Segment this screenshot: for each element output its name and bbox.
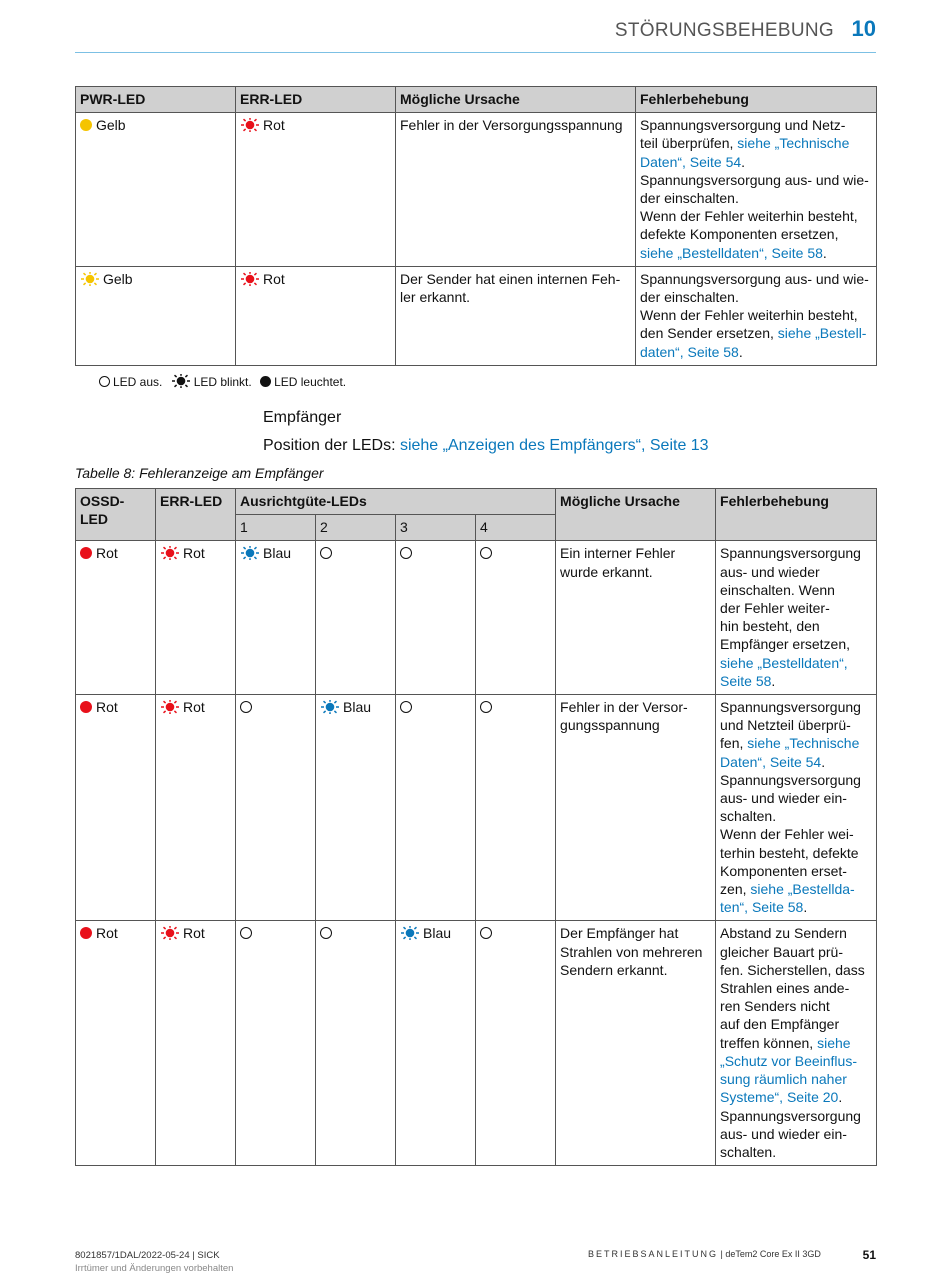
- cell-text: Spannungsversorgung aus- und wie-: [640, 171, 869, 188]
- cell-text: Der Empfänger hat: [560, 925, 679, 942]
- cell-text: defekte Komponenten ersetzen,: [640, 226, 839, 243]
- alignment-led-cell-4: [476, 695, 556, 921]
- cell-text: aus- und wieder: [720, 563, 820, 580]
- chapter-number: 10: [851, 16, 876, 41]
- fix-cell: [716, 921, 877, 1166]
- table-header-row: [76, 87, 877, 113]
- err-led-cell: [156, 921, 236, 1166]
- column-header-pwr-led: PWR-LED: [76, 87, 236, 113]
- table-row: [76, 921, 877, 1166]
- footer-manual-info: [588, 1249, 821, 1259]
- cell-text: .: [771, 672, 776, 689]
- cell-text: Spannungsversorgung aus- und wie-: [640, 270, 869, 287]
- cell-text: gleicher Bauart prü-: [720, 943, 843, 960]
- led-off-icon: [320, 547, 332, 559]
- cell-text: auf den Empfänger: [720, 1016, 840, 1033]
- cell-text: aus- und wieder ein-: [720, 1125, 847, 1142]
- cross-reference-link[interactable]: siehe „Bestelldaten“,: [720, 654, 848, 671]
- led-blink-red-icon: [160, 700, 180, 714]
- alignment-led-cell-2: [316, 695, 396, 921]
- led-label: Rot: [96, 925, 118, 942]
- cell-text: Wenn der Fehler wei-: [720, 826, 854, 843]
- alignment-led-cell-1: [236, 921, 316, 1166]
- led-blink-red-icon: [240, 118, 260, 132]
- cell-text: Strahlen von mehreren: [560, 943, 703, 960]
- alignment-led-cell-1: [236, 541, 316, 695]
- column-header-align-2: 2: [316, 515, 396, 541]
- led-blink-blue-icon: [400, 926, 420, 940]
- cause-cell: [556, 541, 716, 695]
- legend-blink-label: LED blinkt.: [193, 375, 252, 389]
- footer-manual-label: BETRIEBSANLEITUNG: [588, 1249, 719, 1259]
- column-header-fix: Fehlerbehebung: [636, 87, 877, 113]
- led-off-icon: [320, 927, 332, 939]
- cell-text: zen,: [720, 881, 751, 898]
- led-on-red-icon: [80, 927, 92, 939]
- err-led-cell: [236, 266, 396, 365]
- table-row: [76, 541, 877, 695]
- cell-text: den Sender ersetzen,: [640, 325, 778, 342]
- fix-cell: [716, 541, 877, 695]
- cell-text: schalten.: [720, 1143, 777, 1160]
- led-label: Rot: [263, 270, 285, 287]
- cause-cell: [396, 113, 636, 267]
- led-blink-blue-icon: [240, 546, 260, 560]
- fix-cell: [636, 113, 877, 267]
- err-led-cell: [156, 541, 236, 695]
- column-header-fix: Fehlerbehebung: [716, 489, 877, 541]
- cell-text: aus- und wieder ein-: [720, 790, 847, 807]
- cell-text: Wenn der Fehler weiterhin besteht,: [640, 208, 858, 225]
- cross-reference-link[interactable]: Systeme“, Seite 20: [720, 1089, 839, 1106]
- cause-cell: [556, 695, 716, 921]
- led-off-icon: [480, 547, 492, 559]
- led-label: Rot: [96, 699, 118, 716]
- cell-text: .: [738, 343, 743, 360]
- led-label: Blau: [423, 925, 452, 942]
- table-row: [76, 113, 877, 267]
- cell-text: Der Sender hat einen internen Feh-: [400, 270, 621, 287]
- led-on-red-icon: [80, 701, 92, 713]
- fix-cell: [636, 266, 877, 365]
- cross-reference-link[interactable]: siehe „Technische: [737, 135, 850, 152]
- cell-text: terhin besteht, defekte: [720, 844, 859, 861]
- led-on-icon: [260, 376, 271, 387]
- page-number: 51: [862, 1248, 876, 1262]
- footer-disclaimer: Irrtümer und Änderungen vorbehalten: [75, 1263, 234, 1274]
- column-header-align-1: 1: [236, 515, 316, 541]
- cross-reference-link[interactable]: „Schutz vor Beeinflus-: [720, 1052, 857, 1069]
- led-blink-red-icon: [240, 272, 260, 286]
- column-header-cause: Mögliche Ursache: [396, 87, 636, 113]
- led-off-icon: [480, 701, 492, 713]
- ossd-led-cell: [76, 921, 156, 1166]
- receiver-error-table: [75, 488, 877, 1166]
- cause-cell: [556, 921, 716, 1166]
- led-off-icon: [240, 701, 252, 713]
- cell-text: Abstand zu Sendern: [720, 925, 847, 942]
- cell-text: Komponenten erset-: [720, 862, 847, 879]
- column-header-err-led: ERR-LED: [236, 87, 396, 113]
- led-label: Blau: [343, 699, 372, 716]
- cell-text: Wenn der Fehler weiterhin besteht,: [640, 307, 858, 324]
- led-label: Rot: [183, 925, 205, 942]
- cell-text: Spannungsversorgung und Netz-: [640, 117, 846, 134]
- legend-on-label: LED leuchtet.: [274, 375, 347, 389]
- cell-text: ren Senders nicht: [720, 998, 830, 1015]
- alignment-led-cell-4: [476, 541, 556, 695]
- led-off-icon: [400, 701, 412, 713]
- legend-off-label: LED aus.: [113, 375, 163, 389]
- cell-text: .: [803, 899, 808, 916]
- led-label: Rot: [96, 545, 118, 562]
- cell-text: fen. Sicherstellen, dass: [720, 961, 865, 978]
- cross-reference-link[interactable]: siehe „Technische: [747, 735, 860, 752]
- led-position-link[interactable]: siehe „Anzeigen des Empfängers“, Seite 13: [399, 437, 709, 454]
- alignment-led-cell-3: [396, 921, 476, 1166]
- err-led-cell: [156, 695, 236, 921]
- led-off-icon: [99, 376, 110, 387]
- alignment-led-cell-4: [476, 921, 556, 1166]
- cell-text: der einschalten.: [640, 190, 739, 207]
- cell-text: der einschalten.: [640, 289, 739, 306]
- cell-text: .: [822, 244, 827, 261]
- cause-cell: [396, 266, 636, 365]
- led-blink-yellow-icon: [80, 272, 100, 286]
- cross-reference-link[interactable]: siehe: [817, 1034, 851, 1051]
- cell-text: schalten.: [720, 808, 777, 825]
- led-label: Gelb: [103, 270, 133, 287]
- cross-reference-link[interactable]: sung räumlich naher: [720, 1071, 847, 1088]
- cell-text: Spannungsversorgung: [720, 699, 861, 716]
- cell-text: fen,: [720, 735, 748, 752]
- cell-text: ler erkannt.: [400, 289, 471, 306]
- table-row: [76, 266, 877, 365]
- led-blink-red-icon: [160, 926, 180, 940]
- alignment-led-cell-2: [316, 541, 396, 695]
- column-header-align-3: 3: [396, 515, 476, 541]
- cell-text: und Netzteil überprü-: [720, 717, 851, 734]
- table-caption: Tabelle 8: Fehleranzeige am Empfänger: [75, 465, 324, 481]
- led-label: Rot: [183, 699, 205, 716]
- pwr-led-cell: [76, 266, 236, 365]
- cell-text: .: [838, 1089, 843, 1106]
- cell-text: einschalten. Wenn: [720, 581, 835, 598]
- pwr-led-cell: [76, 113, 236, 267]
- column-header-alignment-leds: Ausrichtgüte-LEDs: [236, 489, 556, 515]
- column-header-align-4: 4: [476, 515, 556, 541]
- cell-text: gungsspannung: [560, 717, 660, 734]
- column-header-err-led: ERR-LED: [156, 489, 236, 541]
- cell-text: Fehler in der Versorgungsspannung: [400, 117, 623, 134]
- cell-text: treffen können,: [720, 1034, 818, 1051]
- led-position-label: Position der LEDs:: [263, 437, 400, 454]
- led-blink-icon: [171, 374, 191, 388]
- cross-reference-link[interactable]: ten“, Seite 58: [720, 899, 804, 916]
- cell-text: teil überprüfen,: [640, 135, 738, 152]
- led-label: Rot: [263, 117, 285, 134]
- column-header-ossd-led: OSSD-LED: [76, 489, 156, 541]
- cell-text: Spannungsversorgung: [720, 771, 861, 788]
- alignment-led-cell-1: [236, 695, 316, 921]
- alignment-led-cell-2: [316, 921, 396, 1166]
- led-label: Blau: [263, 545, 292, 562]
- table-header-row: [76, 489, 877, 515]
- cell-text: Empfänger ersetzen,: [720, 636, 851, 653]
- err-led-cell: [236, 113, 396, 267]
- cell-text: Spannungsversorgung: [720, 1107, 861, 1124]
- cell-text: Strahlen eines ande-: [720, 980, 850, 997]
- led-label: Rot: [183, 545, 205, 562]
- led-off-icon: [480, 927, 492, 939]
- alignment-led-cell-3: [396, 695, 476, 921]
- cross-reference-link[interactable]: daten“, Seite 58: [640, 343, 739, 360]
- footer-product-name: | deTem2 Core Ex II 3GD: [718, 1249, 821, 1259]
- cell-text: .: [821, 753, 826, 770]
- cross-reference-link[interactable]: Daten“, Seite 54: [720, 753, 822, 770]
- cross-reference-link[interactable]: siehe „Bestell-: [777, 325, 867, 342]
- cell-text: Sendern erkannt.: [560, 961, 668, 978]
- column-header-cause: Mögliche Ursache: [556, 489, 716, 541]
- led-blink-blue-icon: [320, 700, 340, 714]
- ossd-led-cell: [76, 695, 156, 921]
- led-position-line: [263, 437, 709, 455]
- ossd-led-cell: [76, 541, 156, 695]
- cross-reference-link[interactable]: siehe „Bestelldaten“, Seite 58: [640, 244, 823, 261]
- section-title: Empfänger: [263, 409, 342, 426]
- led-off-icon: [240, 927, 252, 939]
- cell-text: .: [741, 153, 746, 170]
- footer-doc-info: [75, 1249, 233, 1275]
- led-label: Gelb: [96, 117, 126, 134]
- footer-doc-id: 8021857/1DAL/2022-05-24 | SICK: [75, 1250, 220, 1261]
- page-header: [75, 14, 876, 53]
- cross-reference-link[interactable]: siehe „Bestellda-: [750, 881, 855, 898]
- table-row: [76, 695, 877, 921]
- led-blink-red-icon: [160, 546, 180, 560]
- cross-reference-link[interactable]: Daten“, Seite 54: [640, 153, 742, 170]
- led-legend: [99, 374, 348, 389]
- cell-text: hin besteht, den: [720, 618, 820, 635]
- sender-error-table: [75, 86, 877, 366]
- cell-text: Ein interner Fehler: [560, 545, 676, 562]
- cell-text: Fehler in der Versor-: [560, 699, 688, 716]
- cell-text: wurde erkannt.: [560, 563, 653, 580]
- led-on-red-icon: [80, 547, 92, 559]
- led-on-yellow-icon: [80, 119, 92, 131]
- cell-text: der Fehler weiter-: [720, 600, 830, 617]
- alignment-led-cell-3: [396, 541, 476, 695]
- led-off-icon: [400, 547, 412, 559]
- cell-text: Spannungsversorgung: [720, 545, 861, 562]
- cross-reference-link[interactable]: Seite 58: [720, 672, 772, 689]
- chapter-title: STÖRUNGSBEHEBUNG: [614, 20, 834, 41]
- fix-cell: [716, 695, 877, 921]
